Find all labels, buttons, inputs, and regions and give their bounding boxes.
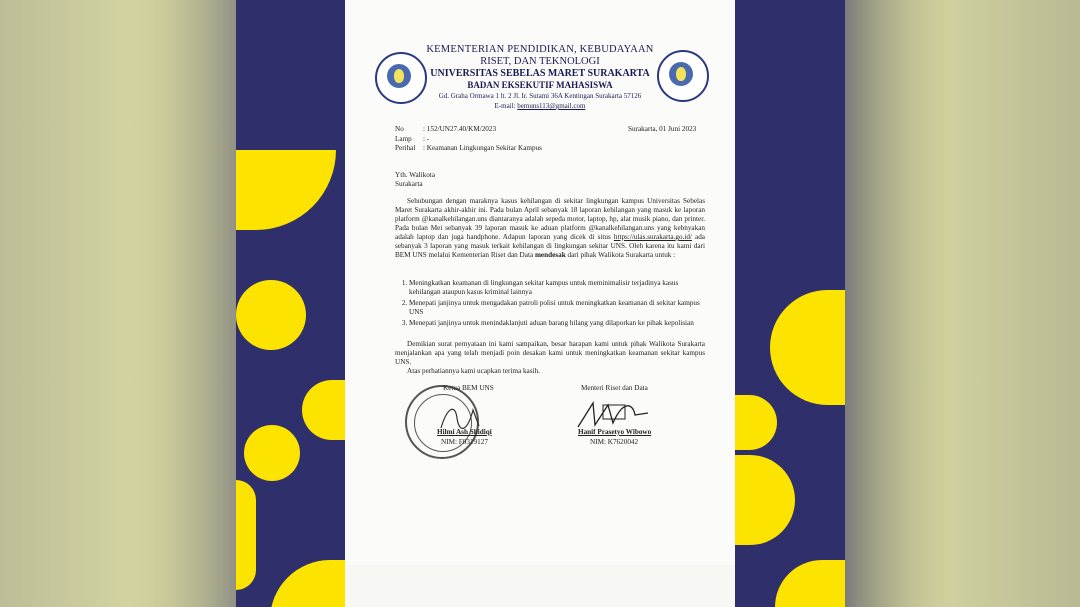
left-signer-nim: NIM: F0319127: [441, 438, 488, 446]
right-signer-nim: NIM: K7620042: [590, 438, 639, 446]
left-signer-title: Ketua BEM UNS: [443, 384, 494, 392]
background-right: [735, 0, 1080, 607]
right-signer-title: Menteri Riset dan Data: [581, 384, 648, 392]
email-label: E-mail:: [494, 102, 516, 110]
email-address: bemuns113@gmail.com: [517, 102, 586, 110]
perihal-value: : Keamanan Lingkungan Sekitar Kampus: [423, 144, 542, 152]
deco-shape: [236, 280, 306, 350]
email-line: [345, 101, 735, 111]
body-text: dari pihak Walikota Surakarta untuk :: [565, 251, 676, 259]
list-item: 1. Meningkatkan keamanan di lingkungan sekitar kampus untuk meminimalisir terjadinya kasus kehilangan ataupun kasus kriminal lainnya: [409, 279, 705, 297]
emphasis-text: mendesak: [534, 251, 566, 259]
recipient: [395, 171, 435, 189]
recipient-line2: Surakarta: [395, 180, 423, 188]
organization-name: BADAN EKSEKUTIF MAHASISWA: [467, 80, 613, 90]
recipient-line1: Yth. Walikota: [395, 171, 436, 179]
ministry-name-2: RISET, DAN TEKNOLOGI: [480, 56, 600, 67]
blurred-edge-right: [845, 0, 1080, 607]
body-text: Sehubungan dengan maraknya kasus kehilangan di sekitar lingkungan kampus Universitas Sebelas Maret Surakarta akhir-akhir ini. Pada bulan April sebanyak 18 laporan kehilangan yang masuk ke laporan platform @kanalkehilangan.uns diantaranya adalah sepeda motor, laptop, hp, alat musik piano, dan printer. Pada bulan Mei sebanyak 39 laporan masuk ke aduan platform @kanalkehilangan.uns yang kebnyakan adalah laptop dan juga handphone. Adapun laporan yang dicek di situs: [395, 197, 705, 241]
lamp-value: : -: [423, 134, 430, 143]
paper-bottom: [345, 565, 735, 607]
body-paragraph-2: Demikian surat pernyataan ini kami sampaikan, besar harapan kami untuk pihak Walikota Surakarta menjalankan apa yang telah menjadi poin desakan kami untuk meningkatkan keamanan sekitar kampus UNS.: [395, 340, 705, 366]
letter-date: Surakarta, 01 Juni 2023: [628, 125, 697, 133]
deco-shape: [244, 425, 300, 481]
lamp-label: Lamp: [395, 134, 412, 143]
ministry-name: KEMENTERIAN PENDIDIKAN, KEBUDAYAAN: [426, 44, 654, 55]
list-item: 2. Menepati janjinya untuk mengadakan patroli polisi untuk meningkatkan keamanan di sekitar kampus UNS: [409, 299, 705, 317]
letter-meta: [395, 125, 542, 154]
background-left: [0, 0, 345, 607]
website-link: https://ulas.surakarta.go.id/: [613, 233, 692, 241]
right-signer-name: Hanif Prasetyo Wibowo: [578, 428, 652, 436]
letterhead: [345, 44, 735, 111]
no-label: No: [395, 125, 404, 133]
blurred-edge-left: [0, 0, 236, 607]
list-item: 3. Menepati janjinya untuk menindaklanjuti aduan barang hilang yang dilaporkan ke pihak kepolisian: [409, 319, 705, 328]
demands-list: [395, 279, 705, 330]
perihal-label: Perihal: [395, 144, 416, 152]
letter-document: [345, 0, 735, 607]
deco-shape: [236, 480, 256, 590]
body-text: ada sebanyak 3 laporan yang masuk terkait kehilangan di lingkungan sekitar UNS. Oleh karena itu kami dari BEM UNS melalui Kementerian Riset dan Data: [395, 233, 705, 259]
no-value: : 152/UN27.40/KM/2023: [423, 125, 497, 133]
left-signer-name: Hilmi Ash Shidiqi: [437, 428, 492, 436]
body-paragraph-1: [395, 197, 705, 260]
address: Gd. Graha Ormawa 1 lt. 2 Jl. Ir. Sutami 36A Kentingan Surakarta 57126: [438, 92, 642, 100]
university-name: UNIVERSITAS SEBELAS MARET SURAKARTA: [430, 68, 650, 79]
closing-line: Atas perhatiannya kami ucapkan terima kasih.: [407, 367, 540, 375]
